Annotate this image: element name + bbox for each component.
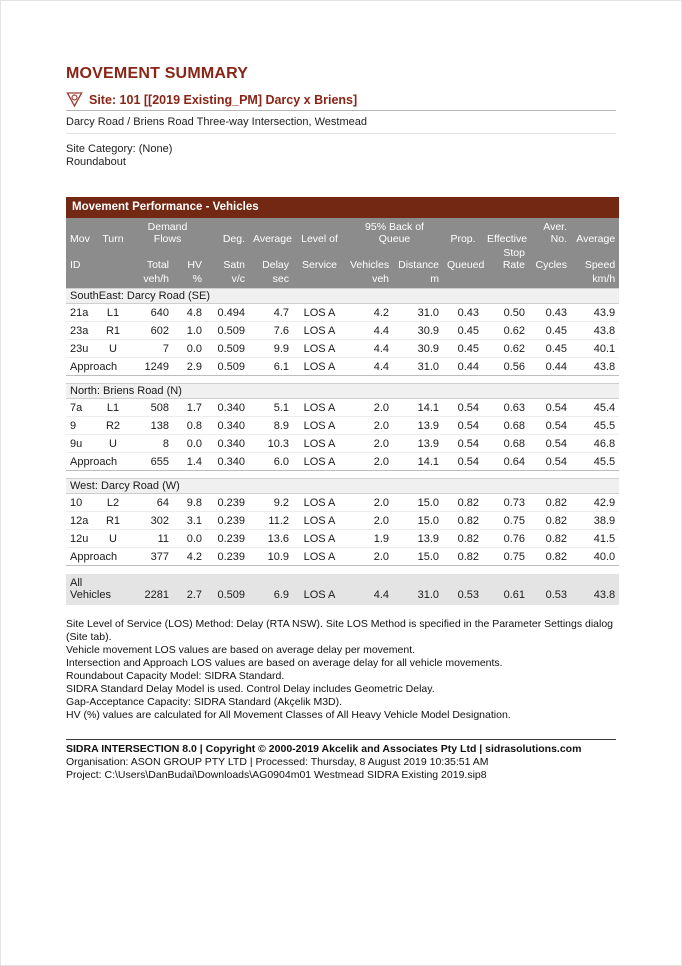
speed: 45.5 bbox=[571, 453, 619, 471]
prop-queued: 0.54 bbox=[443, 435, 483, 453]
approach-section-row bbox=[66, 289, 619, 304]
queue-dist: 30.9 bbox=[393, 322, 443, 340]
prop-queued: 0.45 bbox=[443, 340, 483, 358]
los: LOS A bbox=[293, 548, 346, 566]
mov-id: 9 bbox=[66, 417, 97, 435]
col-header: Effective bbox=[483, 218, 529, 246]
prop-queued: 0.54 bbox=[443, 399, 483, 417]
approach-section-row bbox=[66, 384, 619, 399]
cycles: 0.43 bbox=[529, 304, 571, 322]
report-content bbox=[1, 1, 681, 782]
demand-hv: 0.0 bbox=[173, 340, 206, 358]
row-label: Approach bbox=[66, 358, 129, 376]
site-category: Site Category: (None) bbox=[66, 143, 173, 155]
movement-row bbox=[66, 512, 619, 530]
prop-queued: 0.82 bbox=[443, 530, 483, 548]
footer-project-line: Project: C:\Users\DanBudai\Downloads\AG0904m01 Westmead SIDRA Existing 2019.sip8 bbox=[66, 768, 487, 781]
prop-queued: 0.82 bbox=[443, 494, 483, 512]
prop-queued: 0.82 bbox=[443, 512, 483, 530]
los: LOS A bbox=[293, 435, 346, 453]
turn: R1 bbox=[97, 322, 129, 340]
queue-dist: 13.9 bbox=[393, 530, 443, 548]
avg-delay: 9.9 bbox=[249, 340, 293, 358]
col-unit: veh/h bbox=[129, 272, 173, 289]
spacer bbox=[66, 566, 619, 574]
cycles: 0.45 bbox=[529, 340, 571, 358]
row-label: Approach bbox=[66, 548, 129, 566]
approach-section-name: SouthEast: Darcy Road (SE) bbox=[66, 289, 619, 304]
mov-id: 23u bbox=[66, 340, 97, 358]
avg-delay: 5.1 bbox=[249, 399, 293, 417]
stop-rate: 0.64 bbox=[483, 453, 529, 471]
turn: L1 bbox=[97, 304, 129, 322]
avg-delay: 7.6 bbox=[249, 322, 293, 340]
demand-hv: 0.8 bbox=[173, 417, 206, 435]
deg-satn: 0.340 bbox=[206, 417, 249, 435]
turn: L1 bbox=[97, 399, 129, 417]
demand-hv: 4.8 bbox=[173, 304, 206, 322]
deg-satn: 0.239 bbox=[206, 530, 249, 548]
stop-rate: 0.62 bbox=[483, 340, 529, 358]
demand-total: 64 bbox=[129, 494, 173, 512]
cycles: 0.45 bbox=[529, 322, 571, 340]
speed: 43.8 bbox=[571, 322, 619, 340]
stop-rate: 0.75 bbox=[483, 548, 529, 566]
footnote-line: SIDRA Standard Delay Model is used. Control Delay includes Geometric Delay. bbox=[66, 682, 435, 695]
demand-hv: 9.8 bbox=[173, 494, 206, 512]
demand-hv: 1.0 bbox=[173, 322, 206, 340]
roundabout-giveway-icon bbox=[66, 92, 83, 107]
mov-id: 10 bbox=[66, 494, 97, 512]
queue-veh: 4.4 bbox=[346, 358, 393, 376]
movement-row bbox=[66, 399, 619, 417]
los: LOS A bbox=[293, 340, 346, 358]
avg-delay: 10.3 bbox=[249, 435, 293, 453]
col-unit bbox=[66, 272, 97, 289]
turn: U bbox=[97, 435, 129, 453]
movement-row bbox=[66, 322, 619, 340]
footnote-line: Vehicle movement LOS values are based on average delay per movement. bbox=[66, 643, 416, 656]
demand-hv: 0.0 bbox=[173, 435, 206, 453]
stop-rate: 0.61 bbox=[483, 574, 529, 605]
col-header: Satn bbox=[206, 246, 249, 272]
stop-rate: 0.68 bbox=[483, 417, 529, 435]
spacer-row bbox=[66, 566, 619, 574]
demand-total: 302 bbox=[129, 512, 173, 530]
table-header-row-3 bbox=[66, 272, 619, 289]
control-type: Roundabout bbox=[66, 156, 126, 168]
footnote-line: HV (%) values are calculated for All Movement Classes of All Heavy Vehicle Model Designation. bbox=[66, 708, 511, 721]
deg-satn: 0.509 bbox=[206, 340, 249, 358]
col-unit: m bbox=[393, 272, 443, 289]
demand-total: 7 bbox=[129, 340, 173, 358]
stop-rate: 0.73 bbox=[483, 494, 529, 512]
prop-queued: 0.54 bbox=[443, 453, 483, 471]
cycles: 0.44 bbox=[529, 358, 571, 376]
table-title: Movement Performance - Vehicles bbox=[66, 197, 619, 218]
mov-id: 9u bbox=[66, 435, 97, 453]
col-header: Service bbox=[293, 246, 346, 272]
demand-total: 138 bbox=[129, 417, 173, 435]
movement-row bbox=[66, 417, 619, 435]
col-header: Delay bbox=[249, 246, 293, 272]
prop-queued: 0.44 bbox=[443, 358, 483, 376]
col-header: Aver. No. bbox=[529, 218, 571, 246]
deg-satn: 0.340 bbox=[206, 399, 249, 417]
prop-queued: 0.43 bbox=[443, 304, 483, 322]
approach-section-name: West: Darcy Road (W) bbox=[66, 479, 619, 494]
queue-dist: 13.9 bbox=[393, 435, 443, 453]
mov-id: 12u bbox=[66, 530, 97, 548]
queue-dist: 14.1 bbox=[393, 453, 443, 471]
stop-rate: 0.76 bbox=[483, 530, 529, 548]
movement-performance-table bbox=[66, 197, 619, 605]
speed: 45.5 bbox=[571, 417, 619, 435]
los: LOS A bbox=[293, 512, 346, 530]
queue-dist: 31.0 bbox=[393, 574, 443, 605]
los: LOS A bbox=[293, 322, 346, 340]
speed: 45.4 bbox=[571, 399, 619, 417]
col-header: Speed bbox=[571, 246, 619, 272]
cycles: 0.54 bbox=[529, 417, 571, 435]
footer-product-line: SIDRA INTERSECTION 8.0 | Copyright © 2000-2019 Akcelik and Associates Pty Ltd | sidrasolutions.com bbox=[66, 742, 582, 755]
movement-row bbox=[66, 340, 619, 358]
mov-id: 23a bbox=[66, 322, 97, 340]
col-header: Level of bbox=[293, 218, 346, 246]
cycles: 0.54 bbox=[529, 453, 571, 471]
col-header: Prop. bbox=[443, 218, 483, 246]
approach-total-row bbox=[66, 548, 619, 566]
speed: 43.8 bbox=[571, 358, 619, 376]
cycles: 0.53 bbox=[529, 574, 571, 605]
col-header: Queued bbox=[443, 246, 483, 272]
approach-total-row bbox=[66, 453, 619, 471]
col-unit bbox=[483, 272, 529, 289]
queue-veh: 2.0 bbox=[346, 435, 393, 453]
col-unit bbox=[529, 272, 571, 289]
demand-total: 655 bbox=[129, 453, 173, 471]
cycles: 0.54 bbox=[529, 435, 571, 453]
deg-satn: 0.239 bbox=[206, 512, 249, 530]
prop-queued: 0.45 bbox=[443, 322, 483, 340]
table-header-row-1 bbox=[66, 218, 619, 246]
los: LOS A bbox=[293, 304, 346, 322]
demand-total: 602 bbox=[129, 322, 173, 340]
col-header: 95% Back of Queue bbox=[346, 218, 443, 246]
queue-veh: 2.0 bbox=[346, 494, 393, 512]
col-header: Average bbox=[571, 218, 619, 246]
demand-hv: 1.4 bbox=[173, 453, 206, 471]
speed: 41.5 bbox=[571, 530, 619, 548]
row-label: All Vehicles bbox=[66, 574, 129, 605]
speed: 40.0 bbox=[571, 548, 619, 566]
table-header-row-2 bbox=[66, 246, 619, 272]
spacer-row bbox=[66, 471, 619, 479]
queue-veh: 2.0 bbox=[346, 417, 393, 435]
col-header: Deg. bbox=[206, 218, 249, 246]
turn: R2 bbox=[97, 417, 129, 435]
demand-total: 8 bbox=[129, 435, 173, 453]
footnote-line: Roundabout Capacity Model: SIDRA Standard. bbox=[66, 669, 285, 682]
col-unit: km/h bbox=[571, 272, 619, 289]
col-header: ID bbox=[66, 246, 97, 272]
cycles: 0.82 bbox=[529, 512, 571, 530]
cycles: 0.82 bbox=[529, 530, 571, 548]
col-unit bbox=[443, 272, 483, 289]
col-header: Distance bbox=[393, 246, 443, 272]
table-title-row bbox=[66, 197, 619, 218]
deg-satn: 0.509 bbox=[206, 322, 249, 340]
queue-veh: 4.4 bbox=[346, 574, 393, 605]
demand-total: 640 bbox=[129, 304, 173, 322]
queue-veh: 2.0 bbox=[346, 512, 393, 530]
demand-hv: 0.0 bbox=[173, 530, 206, 548]
turn: R1 bbox=[97, 512, 129, 530]
col-header: Stop Rate bbox=[483, 246, 529, 272]
queue-dist: 15.0 bbox=[393, 494, 443, 512]
row-label: Approach bbox=[66, 453, 129, 471]
deg-satn: 0.340 bbox=[206, 453, 249, 471]
los: LOS A bbox=[293, 399, 346, 417]
mov-id: 21a bbox=[66, 304, 97, 322]
movement-row bbox=[66, 530, 619, 548]
demand-total: 11 bbox=[129, 530, 173, 548]
demand-hv: 1.7 bbox=[173, 399, 206, 417]
cycles: 0.82 bbox=[529, 494, 571, 512]
queue-veh: 4.4 bbox=[346, 322, 393, 340]
turn: L2 bbox=[97, 494, 129, 512]
avg-delay: 10.9 bbox=[249, 548, 293, 566]
avg-delay: 9.2 bbox=[249, 494, 293, 512]
all-vehicles-row bbox=[66, 574, 619, 605]
footnote-line: Site Level of Service (LOS) Method: Delay (RTA NSW). Site LOS Method is specified in the Parameter Settings dialog (Site tab). bbox=[66, 617, 614, 643]
avg-delay: 6.1 bbox=[249, 358, 293, 376]
los: LOS A bbox=[293, 574, 346, 605]
col-unit: veh bbox=[346, 272, 393, 289]
queue-veh: 2.0 bbox=[346, 453, 393, 471]
cycles: 0.82 bbox=[529, 548, 571, 566]
avg-delay: 11.2 bbox=[249, 512, 293, 530]
avg-delay: 6.0 bbox=[249, 453, 293, 471]
los: LOS A bbox=[293, 417, 346, 435]
stop-rate: 0.50 bbox=[483, 304, 529, 322]
speed: 40.1 bbox=[571, 340, 619, 358]
prop-queued: 0.54 bbox=[443, 417, 483, 435]
demand-hv: 2.9 bbox=[173, 358, 206, 376]
col-unit bbox=[293, 272, 346, 289]
speed: 46.8 bbox=[571, 435, 619, 453]
mov-id: 7a bbox=[66, 399, 97, 417]
col-header: Cycles bbox=[529, 246, 571, 272]
demand-total: 2281 bbox=[129, 574, 173, 605]
los: LOS A bbox=[293, 530, 346, 548]
footnotes bbox=[66, 618, 616, 722]
mov-id: 12a bbox=[66, 512, 97, 530]
speed: 43.9 bbox=[571, 304, 619, 322]
approach-section-name: North: Briens Road (N) bbox=[66, 384, 619, 399]
avg-delay: 8.9 bbox=[249, 417, 293, 435]
queue-dist: 15.0 bbox=[393, 548, 443, 566]
turn: U bbox=[97, 340, 129, 358]
los: LOS A bbox=[293, 358, 346, 376]
queue-veh: 2.0 bbox=[346, 399, 393, 417]
queue-dist: 13.9 bbox=[393, 417, 443, 435]
queue-veh: 4.4 bbox=[346, 340, 393, 358]
stop-rate: 0.75 bbox=[483, 512, 529, 530]
queue-dist: 31.0 bbox=[393, 304, 443, 322]
prop-queued: 0.53 bbox=[443, 574, 483, 605]
demand-hv: 2.7 bbox=[173, 574, 206, 605]
stop-rate: 0.56 bbox=[483, 358, 529, 376]
col-unit: v/c bbox=[206, 272, 249, 289]
avg-delay: 6.9 bbox=[249, 574, 293, 605]
turn: U bbox=[97, 530, 129, 548]
queue-veh: 4.2 bbox=[346, 304, 393, 322]
footnote-line: Intersection and Approach LOS values are based on average delay for all vehicle movements. bbox=[66, 656, 503, 669]
prop-queued: 0.82 bbox=[443, 548, 483, 566]
deg-satn: 0.509 bbox=[206, 574, 249, 605]
queue-dist: 15.0 bbox=[393, 512, 443, 530]
deg-satn: 0.239 bbox=[206, 494, 249, 512]
movement-row bbox=[66, 304, 619, 322]
cycles: 0.54 bbox=[529, 399, 571, 417]
demand-hv: 4.2 bbox=[173, 548, 206, 566]
report-footer bbox=[66, 739, 616, 782]
col-unit bbox=[97, 272, 129, 289]
speed: 38.9 bbox=[571, 512, 619, 530]
avg-delay: 4.7 bbox=[249, 304, 293, 322]
footer-organisation-line: Organisation: ASON GROUP PTY LTD | Processed: Thursday, 8 August 2019 10:35:51 AM bbox=[66, 755, 489, 768]
speed: 42.9 bbox=[571, 494, 619, 512]
col-unit: sec bbox=[249, 272, 293, 289]
stop-rate: 0.63 bbox=[483, 399, 529, 417]
deg-satn: 0.239 bbox=[206, 548, 249, 566]
site-heading bbox=[66, 92, 616, 111]
queue-veh: 1.9 bbox=[346, 530, 393, 548]
los: LOS A bbox=[293, 494, 346, 512]
deg-satn: 0.509 bbox=[206, 358, 249, 376]
footnote-line: Gap-Acceptance Capacity: SIDRA Standard (Akçelik M3D). bbox=[66, 695, 343, 708]
deg-satn: 0.494 bbox=[206, 304, 249, 322]
spacer-row bbox=[66, 376, 619, 384]
demand-total: 1249 bbox=[129, 358, 173, 376]
los: LOS A bbox=[293, 453, 346, 471]
deg-satn: 0.340 bbox=[206, 435, 249, 453]
movement-row bbox=[66, 435, 619, 453]
demand-total: 508 bbox=[129, 399, 173, 417]
approach-total-row bbox=[66, 358, 619, 376]
col-unit: % bbox=[173, 272, 206, 289]
col-header: Demand Flows bbox=[129, 218, 206, 246]
movement-row bbox=[66, 494, 619, 512]
col-header: Turn bbox=[97, 218, 129, 246]
queue-dist: 14.1 bbox=[393, 399, 443, 417]
demand-total: 377 bbox=[129, 548, 173, 566]
queue-dist: 30.9 bbox=[393, 340, 443, 358]
site-label: Site: 101 [[2019 Existing_PM] Darcy x Briens] bbox=[89, 92, 358, 107]
demand-hv: 3.1 bbox=[173, 512, 206, 530]
spacer bbox=[66, 376, 619, 384]
col-header: Vehicles bbox=[346, 246, 393, 272]
spacer bbox=[66, 471, 619, 479]
col-header: Total bbox=[129, 246, 173, 272]
speed: 43.8 bbox=[571, 574, 619, 605]
col-header: HV bbox=[173, 246, 206, 272]
queue-veh: 2.0 bbox=[346, 548, 393, 566]
page-title: MOVEMENT SUMMARY bbox=[66, 65, 249, 82]
queue-dist: 31.0 bbox=[393, 358, 443, 376]
stop-rate: 0.62 bbox=[483, 322, 529, 340]
approach-section-row bbox=[66, 479, 619, 494]
col-header: Average bbox=[249, 218, 293, 246]
col-header bbox=[97, 246, 129, 272]
site-category-block bbox=[66, 143, 616, 169]
intersection-description: Darcy Road / Briens Road Three-way Intersection, Westmead bbox=[66, 111, 616, 134]
stop-rate: 0.68 bbox=[483, 435, 529, 453]
col-header: Mov bbox=[66, 218, 97, 246]
avg-delay: 13.6 bbox=[249, 530, 293, 548]
